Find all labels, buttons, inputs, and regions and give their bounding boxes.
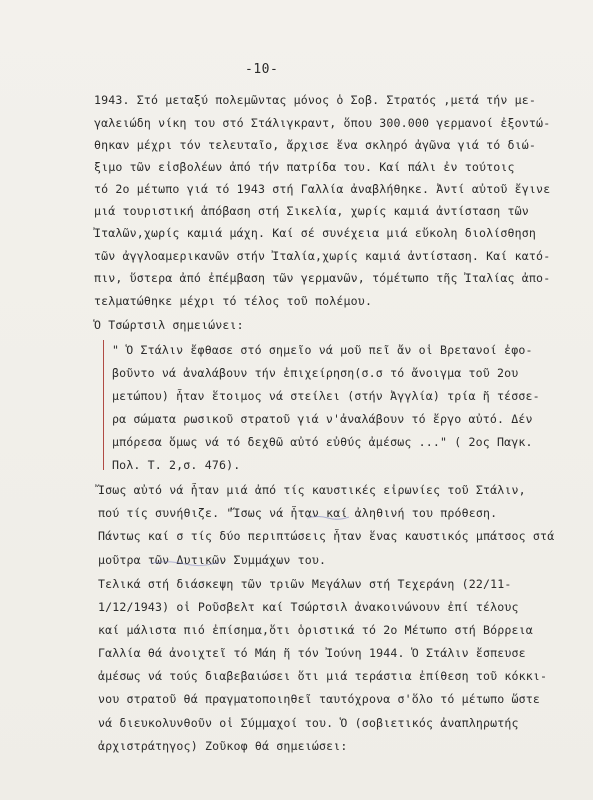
text-line: Ἰταλῶν,χωρίς καμιά μάχη. Καί σέ συνέχεια μιά εὔκολη διολίσθηση	[94, 226, 537, 240]
quote-line: Πολ. Τ. 2,σ. 476).	[112, 458, 241, 472]
text-line: Γαλλία θά ἀνοιχτεῖ τό Μάη ἤ τόν Ἰούνη 1944. Ὁ Στάλιν ἔσπευσε	[98, 646, 526, 660]
page-number: -10-	[245, 62, 279, 77]
quote-line: μπόρεσα ὅμως νά τό δεχθῶ αὐτό εὐθύς ἀμέσως ..." ( 2ος Παγκ.	[112, 435, 533, 449]
quote-line: βοῦντο νά ἀναλάβουν τήν ἐπιχείρηση(σ.σ τό ἄνοιγμα τοῦ 2ου	[112, 366, 519, 380]
text-line: ἀρχιστράτηγος) Ζοῦκοφ θά σημειώσει:	[98, 739, 348, 753]
text-line: Τελικά στή διάσκεψη τῶν τριῶν Μεγάλων στή Τεχεράνη (22/11-	[98, 577, 512, 591]
text-line: τελματώθηκε μέχρι τό τέλος τοῦ πολέμου.	[94, 294, 373, 308]
pen-underline-mark	[306, 513, 350, 521]
pen-underline-mark	[150, 559, 220, 567]
text-line: Ἴσως αὐτό νά ἦταν μιά ἀπό τίς καυστικές εἰρωνίες τοῦ Στάλιν,	[98, 483, 526, 497]
quote-line: ρα σώματα ρωσικοῦ στρατοῦ γιά ν'ἀναλάβουν τό ἔργο αὐτό. Δέν	[112, 412, 533, 426]
quote-line: " Ὁ Στάλιν ἔφθασε στό σημεῖο νά μοῦ πεῖ ἄν οἱ Βρετανοί ἐφο-	[112, 343, 533, 357]
text-line: καί μάλιστα πιό ἐπίσημα,ὅτι ὁριστικά τό 2ο Μέτωπο στή Βόρρεια	[98, 623, 533, 637]
text-line: πού τίς συνήθιζε. "Ἴσως νά ἦταν καί ἀληθινή του πρόθεση.	[98, 506, 498, 520]
text-line: γαλειώδη νίκη του στό Στάλιγκραντ, ὅπου 300.000 γερμανοί ἐξοντώ-	[94, 116, 551, 130]
text-line: ξιμο τῶν εἰσβολέων ἀπό τήν πατρίδα του. Καί πάλι ἐν τούτοις	[94, 160, 515, 174]
text-line: τό 2ο μέτωπο γιά τό 1943 στή Γαλλία ἀναβλήθηκε. Ἀντί αὐτοῦ ἔγινε	[94, 182, 551, 196]
quote-margin-line	[103, 340, 104, 470]
text-line: πιν, ὕστερα ἀπό ἐπέμβαση τῶν γερμανῶν, τόμέτωπο τῆς Ἰταλίας ἀπο-	[94, 271, 551, 285]
quote-line: μετώπου) ἦταν ἕτοιμος νά στείλει (στήν Ἀγγλία) τρία ἤ τέσσε-	[112, 389, 540, 403]
text-line: Ὁ Τσώρτσιλ σημειώνει:	[94, 318, 244, 332]
text-line: ἀμέσως νά τούς διαβεβαιώσει ὅτι μιά τεράστια ἐπίθεση τοῦ κόκκι-	[98, 669, 548, 683]
text-line: 1943. Στό μεταξύ πολεμῶντας μόνος ὁ Σοβ. Στρατός ,μετά τήν με-	[94, 93, 537, 107]
text-line: μιά τουριστική ἀπόβαση στή Σικελία, χωρίς καμιά ἀντίσταση τῶν	[94, 204, 529, 218]
text-line: μοῦτρα τῶν Δυτικῶν Συμμάχων του.	[98, 553, 327, 567]
text-line: θηκαν μέχρι τόν τελευταῖο, ἄρχισε ἕνα σκληρό ἀγῶνα γιά τό διώ-	[94, 138, 537, 152]
text-line: νου στρατοῦ θά πραγματοποιηθεῖ ταυτόχρονα σ'ὅλο τό μέτωπο ὥστε	[98, 692, 541, 706]
text-line: Πάντως καί σ τίς δύο περιπτώσεις ἦταν ἕνας καυστικός μπάτσος στά	[98, 529, 555, 543]
text-line: τῶν ἀγγλοαμερικανῶν στήν Ἰταλία,χωρίς καμιά ἀντίσταση. Καί κατό-	[94, 249, 551, 263]
text-line: νά διευκολυνθοῦν οἱ Σύμμαχοί του. Ὁ (σοβιετικός ἀναπληρωτής	[98, 716, 519, 730]
text-line: 1/12/1943) οἱ Ροῦσβελτ καί Τσώρτσιλ ἀνακοινώνουν ἐπί τέλους	[98, 600, 519, 614]
